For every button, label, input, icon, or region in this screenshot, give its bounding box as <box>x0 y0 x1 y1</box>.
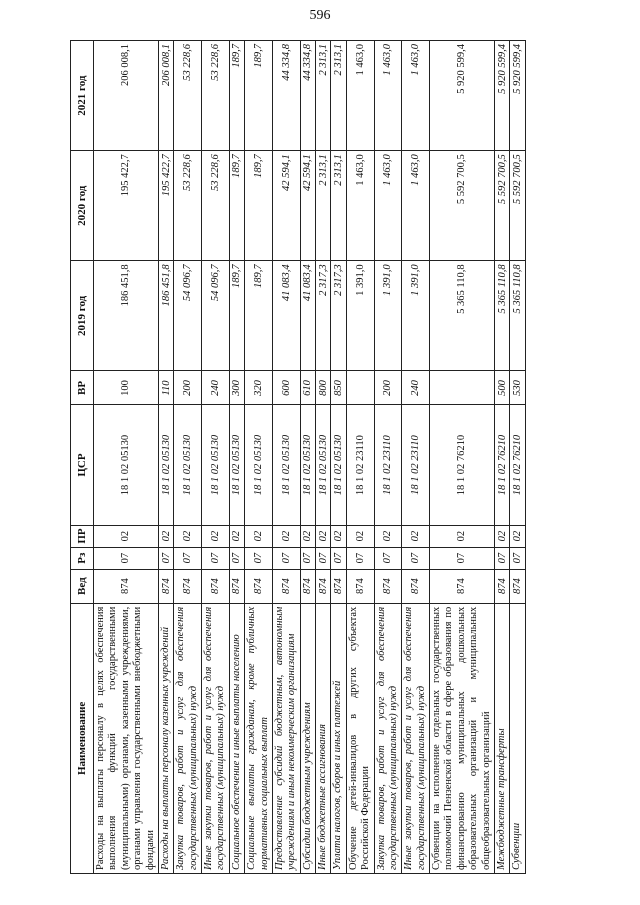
row-pr: 02 <box>300 525 315 547</box>
header-vr: ВР <box>71 371 94 405</box>
row-vr: 240 <box>402 371 430 405</box>
row-2021: 189,7 <box>245 41 273 151</box>
row-ved: 874 <box>430 569 495 603</box>
row-vr: 600 <box>272 371 300 405</box>
row-csr: 18 1 02 05130 <box>300 405 315 525</box>
header-name: Наименование <box>71 603 94 873</box>
row-vr: 200 <box>374 371 402 405</box>
row-2021: 53 228,6 <box>174 41 202 151</box>
row-csr: 18 1 02 05130 <box>272 405 300 525</box>
row-vr: 110 <box>158 371 173 405</box>
row-name: Расходы на выплаты персоналу казенных учреждений <box>158 603 173 873</box>
row-ved: 874 <box>331 569 346 603</box>
row-pr: 02 <box>94 525 159 547</box>
table-row <box>174 41 202 874</box>
row-2021: 53 228,6 <box>202 41 230 151</box>
row-pr: 02 <box>229 525 244 547</box>
table-row <box>510 41 525 874</box>
row-csr: 18 1 02 23110 <box>402 405 430 525</box>
row-name: Расходы на выплаты персоналу в целях обеспечения выполнения функций государственными (муниципальными) органами, казенными учреждениями, органами управления государственными внебюджетными фондами <box>94 603 159 873</box>
row-2021: 2 313,1 <box>331 41 346 151</box>
row-ved: 874 <box>402 569 430 603</box>
row-rz: 07 <box>94 547 159 569</box>
row-2020: 189,7 <box>245 151 273 261</box>
row-name: Предоставление субсидий бюджетным, автономным учреждениям и иным некоммерческим организациям <box>272 603 300 873</box>
row-2021: 1 463,0 <box>346 41 374 151</box>
table-row <box>272 41 300 874</box>
row-ved: 874 <box>300 569 315 603</box>
row-name: Межбюджетные трансферты <box>494 603 509 873</box>
row-2019: 1 391,0 <box>374 261 402 371</box>
row-csr: 18 1 02 05130 <box>316 405 331 525</box>
row-rz: 07 <box>430 547 495 569</box>
header-2021: 2021 год <box>71 41 94 151</box>
rotated-table-container <box>70 40 580 874</box>
row-2021: 1 463,0 <box>402 41 430 151</box>
row-ved: 874 <box>174 569 202 603</box>
row-ved: 874 <box>494 569 509 603</box>
row-vr <box>430 371 495 405</box>
row-name: Обучение детей-инвалидов в других субъектах Российской Федерации <box>346 603 374 873</box>
row-2019: 5 365 110,8 <box>510 261 525 371</box>
row-pr: 02 <box>316 525 331 547</box>
row-2019: 186 451,8 <box>158 261 173 371</box>
row-ved: 874 <box>316 569 331 603</box>
row-2021: 44 334,8 <box>300 41 315 151</box>
header-2020: 2020 год <box>71 151 94 261</box>
row-name: Субвенции <box>510 603 525 873</box>
row-pr: 02 <box>158 525 173 547</box>
row-ved: 874 <box>229 569 244 603</box>
row-pr: 02 <box>430 525 495 547</box>
row-csr: 18 1 02 05130 <box>331 405 346 525</box>
row-csr: 18 1 02 05130 <box>202 405 230 525</box>
row-pr: 02 <box>346 525 374 547</box>
row-2020: 42 594,1 <box>272 151 300 261</box>
row-csr: 18 1 02 76210 <box>430 405 495 525</box>
row-2019: 189,7 <box>245 261 273 371</box>
row-2020: 1 463,0 <box>402 151 430 261</box>
row-2019: 41 083,4 <box>300 261 315 371</box>
row-rz: 07 <box>316 547 331 569</box>
row-csr: 18 1 02 05130 <box>94 405 159 525</box>
row-2019: 1 391,0 <box>402 261 430 371</box>
page-number: 596 <box>309 8 331 23</box>
row-rz: 07 <box>402 547 430 569</box>
row-csr: 18 1 02 05130 <box>229 405 244 525</box>
row-rz: 07 <box>245 547 273 569</box>
row-csr: 18 1 02 05130 <box>174 405 202 525</box>
row-2019: 54 096,7 <box>202 261 230 371</box>
row-rz: 07 <box>494 547 509 569</box>
row-2021: 5 920 599,4 <box>430 41 495 151</box>
row-2019: 5 365 110,8 <box>430 261 495 371</box>
row-2019: 186 451,8 <box>94 261 159 371</box>
row-2021: 5 920 599,4 <box>510 41 525 151</box>
rotated-table <box>70 40 580 874</box>
row-ved: 874 <box>374 569 402 603</box>
table-row <box>202 41 230 874</box>
header-2019: 2019 год <box>71 261 94 371</box>
row-ved: 874 <box>202 569 230 603</box>
budget-table <box>70 40 526 874</box>
row-vr: 530 <box>510 371 525 405</box>
table-row <box>229 41 244 874</box>
row-2021: 206 008,1 <box>94 41 159 151</box>
row-pr: 02 <box>202 525 230 547</box>
table-row <box>158 41 173 874</box>
row-vr: 240 <box>202 371 230 405</box>
row-vr: 320 <box>245 371 273 405</box>
row-2019: 41 083,4 <box>272 261 300 371</box>
row-name: Социальные выплаты гражданам, кроме публичных нормативных социальных выплат <box>245 603 273 873</box>
row-2020: 42 594,1 <box>300 151 315 261</box>
table-row <box>346 41 374 874</box>
row-name: Социальное обеспечение и иные выплаты населению <box>229 603 244 873</box>
row-csr: 18 1 02 76210 <box>510 405 525 525</box>
row-rz: 07 <box>346 547 374 569</box>
header-rz: Рз <box>71 547 94 569</box>
row-ved: 874 <box>94 569 159 603</box>
row-2019: 5 365 110,8 <box>494 261 509 371</box>
row-name: Иные закупки товаров, работ и услуг для обеспечения государственных (муниципальных) нужд <box>402 603 430 873</box>
table-row <box>316 41 331 874</box>
table-body <box>94 41 526 874</box>
row-2020: 2 313,1 <box>331 151 346 261</box>
table-header-row <box>71 41 94 874</box>
table-row <box>94 41 159 874</box>
row-2020: 5 592 700,5 <box>430 151 495 261</box>
row-2019: 189,7 <box>229 261 244 371</box>
row-pr: 02 <box>374 525 402 547</box>
row-csr: 18 1 02 23110 <box>374 405 402 525</box>
row-vr: 610 <box>300 371 315 405</box>
row-ved: 874 <box>346 569 374 603</box>
row-pr: 02 <box>402 525 430 547</box>
row-2019: 54 096,7 <box>174 261 202 371</box>
row-2019: 2 317,3 <box>316 261 331 371</box>
row-pr: 02 <box>494 525 509 547</box>
row-2021: 44 334,8 <box>272 41 300 151</box>
row-csr: 18 1 02 76210 <box>494 405 509 525</box>
row-name: Субсидии бюджетным учреждениям <box>300 603 315 873</box>
table-row <box>374 41 402 874</box>
row-rz: 07 <box>510 547 525 569</box>
row-2020: 5 592 700,5 <box>494 151 509 261</box>
header-ved: Вед <box>71 569 94 603</box>
row-name: Закупка товаров, работ и услуг для обеспечения государственных (муниципальных) нужд <box>174 603 202 873</box>
row-2020: 189,7 <box>229 151 244 261</box>
row-ved: 874 <box>245 569 273 603</box>
row-name: Закупка товаров, работ и услуг для обеспечения государственных (муниципальных) нужд <box>374 603 402 873</box>
row-2019: 2 317,3 <box>331 261 346 371</box>
row-2020: 1 463,0 <box>346 151 374 261</box>
row-rz: 07 <box>331 547 346 569</box>
row-name: Субвенции на исполнение отдельных государственных полномочий Пензенской области в сфере образования по финансированию муниципальных дошкольных образовательных организаций и муниципальных общеобразовательных организаций <box>430 603 495 873</box>
table-row <box>245 41 273 874</box>
row-2020: 53 228,6 <box>202 151 230 261</box>
row-2021: 5 920 599,4 <box>494 41 509 151</box>
row-csr: 18 1 02 23110 <box>346 405 374 525</box>
row-vr: 300 <box>229 371 244 405</box>
row-vr <box>346 371 374 405</box>
row-rz: 07 <box>174 547 202 569</box>
header-csr: ЦСР <box>71 405 94 525</box>
row-vr: 200 <box>174 371 202 405</box>
table-row <box>402 41 430 874</box>
row-2019: 1 391,0 <box>346 261 374 371</box>
row-rz: 07 <box>158 547 173 569</box>
table-row <box>430 41 495 874</box>
row-ved: 874 <box>510 569 525 603</box>
table-row <box>300 41 315 874</box>
row-2020: 195 422,7 <box>94 151 159 261</box>
row-pr: 02 <box>272 525 300 547</box>
row-vr: 850 <box>331 371 346 405</box>
row-name: Иные закупки товаров, работ и услуг для обеспечения государственных (муниципальных) нужд <box>202 603 230 873</box>
row-rz: 07 <box>229 547 244 569</box>
row-vr: 500 <box>494 371 509 405</box>
row-rz: 07 <box>272 547 300 569</box>
row-pr: 02 <box>245 525 273 547</box>
row-2020: 53 228,6 <box>174 151 202 261</box>
row-pr: 02 <box>510 525 525 547</box>
row-name: Уплата налогов, сборов и иных платежей <box>331 603 346 873</box>
row-2021: 189,7 <box>229 41 244 151</box>
row-pr: 02 <box>331 525 346 547</box>
row-rz: 07 <box>374 547 402 569</box>
row-vr: 100 <box>94 371 159 405</box>
row-2020: 1 463,0 <box>374 151 402 261</box>
row-pr: 02 <box>174 525 202 547</box>
table-row <box>494 41 509 874</box>
row-2020: 2 313,1 <box>316 151 331 261</box>
row-2020: 195 422,7 <box>158 151 173 261</box>
row-rz: 07 <box>300 547 315 569</box>
row-rz: 07 <box>202 547 230 569</box>
row-name: Иные бюджетные ассигнования <box>316 603 331 873</box>
row-ved: 874 <box>158 569 173 603</box>
row-csr: 18 1 02 05130 <box>245 405 273 525</box>
row-2020: 5 592 700,5 <box>510 151 525 261</box>
table-row <box>331 41 346 874</box>
row-vr: 800 <box>316 371 331 405</box>
header-pr: ПР <box>71 525 94 547</box>
row-2021: 2 313,1 <box>316 41 331 151</box>
row-ved: 874 <box>272 569 300 603</box>
row-2021: 1 463,0 <box>374 41 402 151</box>
row-2021: 206 008,1 <box>158 41 173 151</box>
row-csr: 18 1 02 05130 <box>158 405 173 525</box>
